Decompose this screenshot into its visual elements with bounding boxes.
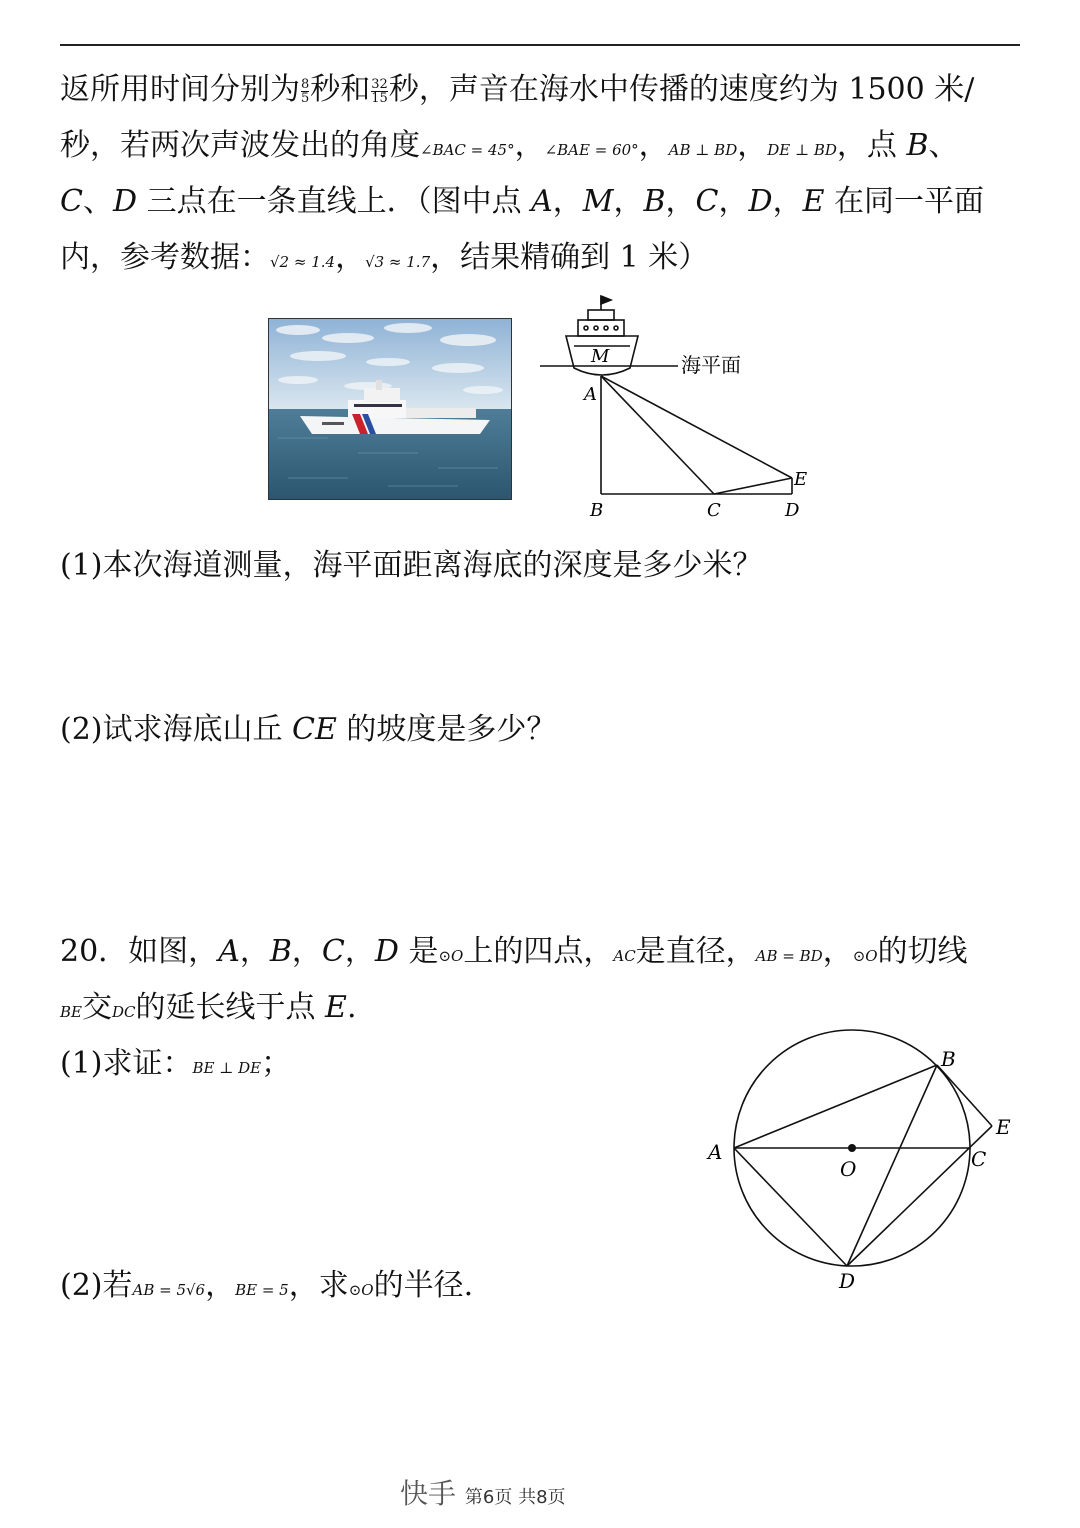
sea-survey-diagram bbox=[530, 288, 820, 528]
label-E: E bbox=[794, 469, 808, 490]
ship-photo bbox=[268, 318, 512, 500]
label-C: C bbox=[971, 1147, 987, 1171]
q19-sub1: (1)本次海道测量，海平面距离海底的深度是多少米？ bbox=[60, 548, 763, 583]
segment-CE bbox=[714, 478, 792, 494]
tangent-BE bbox=[937, 1065, 992, 1126]
circle-diagram bbox=[700, 1026, 1030, 1296]
fraction-32-15: $\frac{32}{15}$ bbox=[371, 76, 388, 106]
label-M: M bbox=[591, 346, 610, 367]
watermark: 快手 bbox=[400, 1477, 457, 1510]
label-C: C bbox=[707, 500, 721, 521]
q20-sub2: (2)若AB = 5√6，BE = 5，求⊙O的半径. bbox=[60, 1268, 474, 1303]
q19-line-4: 内，参考数据：√2 ≈ 1.4，√3 ≈ 1.7，结果精确到 1 米） bbox=[60, 240, 709, 275]
segment-AE bbox=[601, 376, 792, 478]
q19-line-3: C、D 三点在一条直线上．（图中点 A，M，B，C，D，E 在同一平面 bbox=[60, 184, 985, 219]
label-A: A bbox=[708, 1140, 723, 1164]
label-B: B bbox=[941, 1047, 956, 1071]
center-point-O bbox=[848, 1144, 856, 1152]
segment-AC bbox=[601, 376, 714, 494]
label-E: E bbox=[996, 1115, 1011, 1139]
q19-line-1: 返所用时间分别为 $\frac{8}{5}$ 秒和 $\frac{32}{15}$ 秒，声音在海水中传播的速度约为 1500 米/ bbox=[60, 72, 975, 107]
q19-sub2: (2)试求海底山丘 CE 的坡度是多少？ bbox=[60, 712, 557, 747]
label-A: A bbox=[584, 384, 597, 405]
label-D: D bbox=[785, 500, 800, 521]
q20-sub1: (1)求证：BE ⊥ DE； bbox=[60, 1046, 292, 1081]
q20-line-2: BE交DC的延长线于点 E. bbox=[60, 990, 357, 1025]
top-rule bbox=[60, 44, 1020, 46]
ship-cabin bbox=[578, 320, 624, 336]
page-number: 第6页 共8页 bbox=[464, 1487, 566, 1508]
label-B: B bbox=[590, 500, 604, 521]
fraction-8-5: $\frac{8}{5}$ bbox=[301, 76, 310, 106]
q20-line-1: 20．如图，A，B，C，D 是⊙O上的四点，AC是直径，AB = BD，⊙O的切线 bbox=[60, 934, 968, 969]
label-O: O bbox=[840, 1157, 857, 1181]
label-sea-level: 海平面 bbox=[681, 353, 741, 377]
page-footer bbox=[400, 1472, 566, 1512]
q19-line-2: 秒，若两次声波发出的角度∠BAC = 45°，∠BAE = 60°，AB ⊥ BD，DE ⊥ BD，点 B、 bbox=[60, 128, 959, 163]
chord-BD bbox=[847, 1065, 937, 1266]
label-D: D bbox=[839, 1269, 856, 1293]
chord-AB bbox=[734, 1065, 937, 1148]
